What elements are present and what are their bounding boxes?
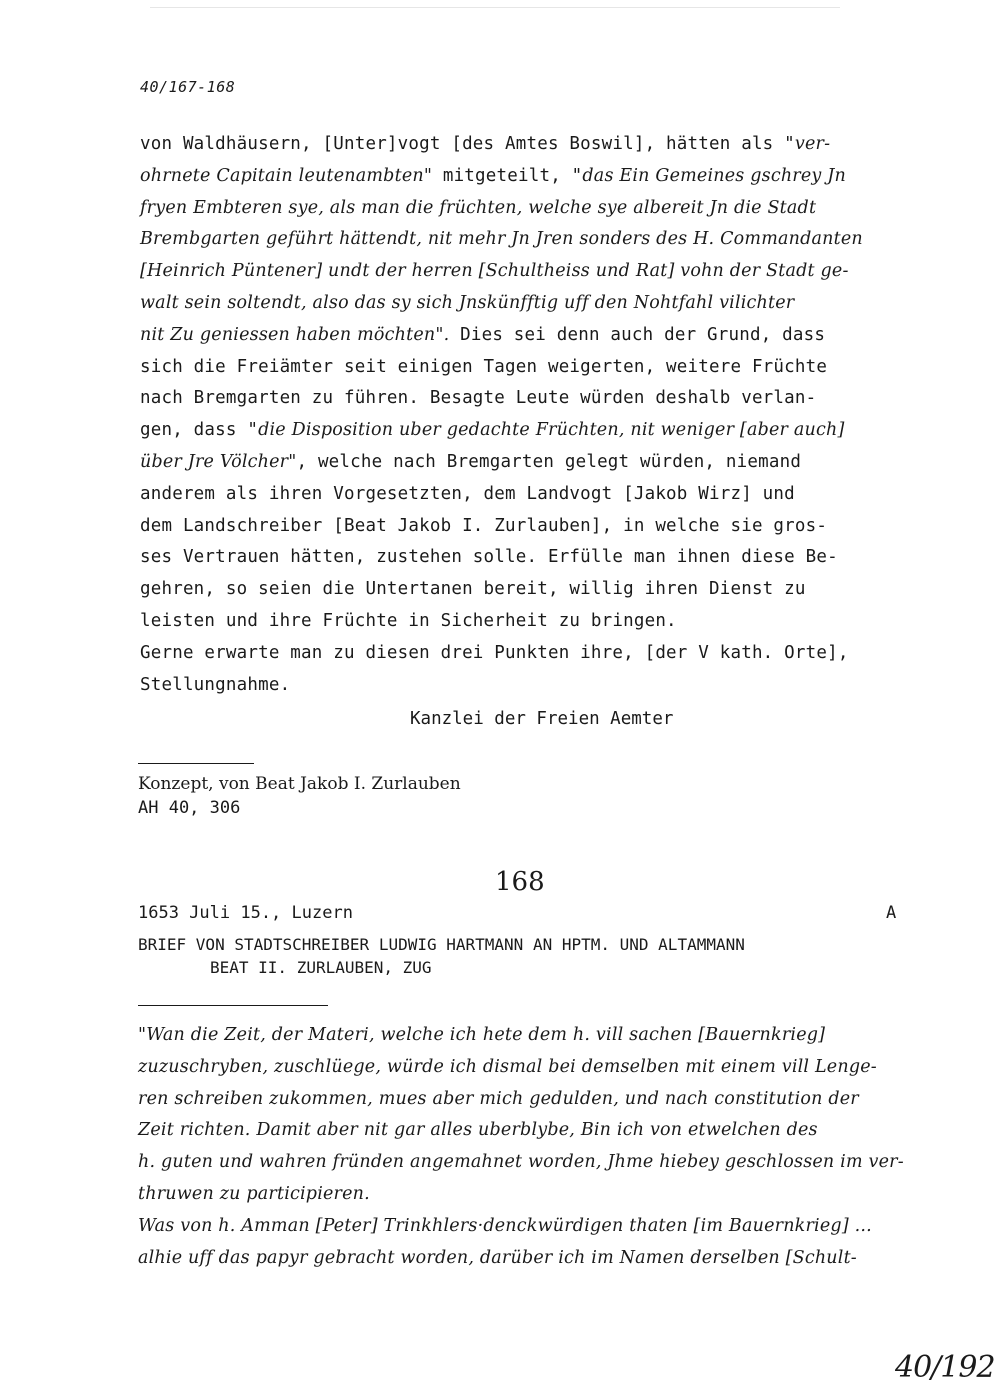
body-line — [140, 609, 677, 633]
document-number: 168 — [495, 867, 545, 897]
body-line — [140, 355, 827, 379]
body-line-segment: dem Landschreiber [Beat Jakob I. Zurlauben], in welche sie gros- — [140, 515, 828, 536]
signature: Kanzlei der Freien Aemter — [410, 709, 674, 729]
quote-line: alhie uff das papyr gebracht worden, darüber ich im Namen derselben [Schult- — [138, 1247, 857, 1268]
body-line-segment: gehren, so seien die Untertanen bereit, willig ihren Dienst zu — [140, 579, 806, 600]
quote-line: "Wan die Zeit, der Materi, welche ich hete dem h. vill sachen [Bauernkrieg] — [138, 1025, 826, 1045]
quote-line: h. guten und wahren fründen angemahnet worden, Jhme hiebey geschlossen im ver- — [138, 1152, 904, 1173]
body-line-segment: von Waldhäusern, [Unter]vogt [des Amtes Boswil], hätten als " — [140, 134, 795, 154]
source-note-line1: Konzept, von Beat Jakob I. Zurlauben — [138, 774, 461, 794]
body-line-segment: sich die Freiämter seit einigen Tagen weigerten, weitere Früchte — [140, 356, 828, 377]
body-line-segment: leisten und ihre Früchte in Sicherheit zu bringen. — [140, 611, 677, 631]
body-line — [140, 164, 846, 188]
body-line — [140, 514, 827, 538]
body-line-segment: anderem als ihren Vorgesetzten, dem Landvogt [Jakob Wirz] und — [140, 483, 795, 504]
body-line — [140, 450, 801, 474]
quote-line: thruwen zu participieren. — [138, 1184, 370, 1204]
note-separator — [138, 763, 254, 764]
body-line — [140, 227, 863, 251]
body-line-segment: Gerne erwarte man zu diesen drei Punkten ihre, [der V kath. Orte], — [140, 642, 849, 663]
document-title-line2: BEAT II. ZURLAUBEN, ZUG — [210, 958, 432, 977]
quote-line: Zeit richten. Damit aber nit gar alles uberblybe, Bin ich von etwelchen des — [138, 1120, 818, 1141]
source-note-line2: AH 40, 306 — [138, 798, 241, 818]
body-line — [140, 323, 825, 347]
body-line — [140, 641, 849, 665]
body-line-segment: [Heinrich Püntener] undt der herren [Schultheiss und Rat] vohn der Stadt ge- — [140, 261, 849, 282]
body-line — [140, 482, 795, 506]
document-classification: A — [886, 903, 897, 923]
body-line-segment: walt sein soltendt, also das sy sich Jnskünfftig uff den Nohtfahl vilichter — [140, 293, 795, 313]
body-line — [140, 259, 849, 283]
body-line-segment: die Disposition uber gedachte Früchten, nit weniger [aber auch] — [258, 420, 845, 441]
body-line — [140, 291, 794, 315]
body-line — [140, 132, 830, 156]
body-line-segment: nit Zu geniessen haben möchten". — [140, 324, 450, 345]
body-line — [140, 386, 816, 410]
body-line-segment: , welche nach Bremgarten gelegt würden, niemand — [296, 452, 802, 472]
page-reference: 40/167-168 — [140, 78, 236, 96]
body-line-segment: das Ein Gemeines gschrey Jn — [582, 165, 846, 186]
body-line — [140, 577, 806, 601]
body-line — [140, 673, 290, 697]
body-line-segment: Dies sei denn auch der Grund, dass — [449, 324, 826, 345]
body-line-segment: Stellungnahme. — [140, 674, 291, 695]
document-title-line1: BRIEF VON STADTSCHREIBER LUDWIG HARTMANN AN HPTM. UND ALTAMMANN — [138, 935, 745, 954]
document-date: 1653 Juli 15., Luzern — [138, 903, 353, 923]
body-line — [140, 545, 838, 569]
title-separator — [138, 1005, 328, 1006]
body-line-segment: ohrnete Capitain leutenambten" — [140, 165, 433, 186]
body-line — [140, 196, 816, 220]
scan-edge-line — [150, 7, 840, 8]
body-line — [140, 418, 844, 442]
body-line-segment: nach Bremgarten zu führen. Besagte Leute würden deshalb verlan- — [140, 388, 817, 409]
quote-line: ren schreiben zukommen, mues aber mich gedulden, und nach constitution der — [138, 1088, 859, 1109]
body-line-segment: über Jre Völcher" — [140, 452, 297, 472]
body-line-segment: Brembgarten geführt hättendt, nit mehr Jn Jren sonders des H. Commandanten — [140, 229, 863, 250]
body-line-segment: fryen Embteren sye, als man die früchten, welche sye albereit Jn die Stadt — [140, 197, 817, 218]
body-line-segment: ver- — [794, 134, 831, 154]
quote-line: zuzuschryben, zuschlüege, würde ich dismal bei demselben mit einem vill Lenge- — [138, 1056, 877, 1077]
body-line-segment: ses Vertrauen hätten, zustehen solle. Erfülle man ihnen diese Be- — [140, 547, 838, 568]
folio-number: 40/192 — [895, 1350, 995, 1385]
quote-line: Was von h. Amman [Peter] Trinkhlers·denckwürdigen thaten [im Bauernkrieg] ... — [138, 1215, 872, 1236]
body-line-segment: mitgeteilt, " — [432, 165, 583, 186]
body-line-segment: gen, dass " — [140, 420, 259, 441]
